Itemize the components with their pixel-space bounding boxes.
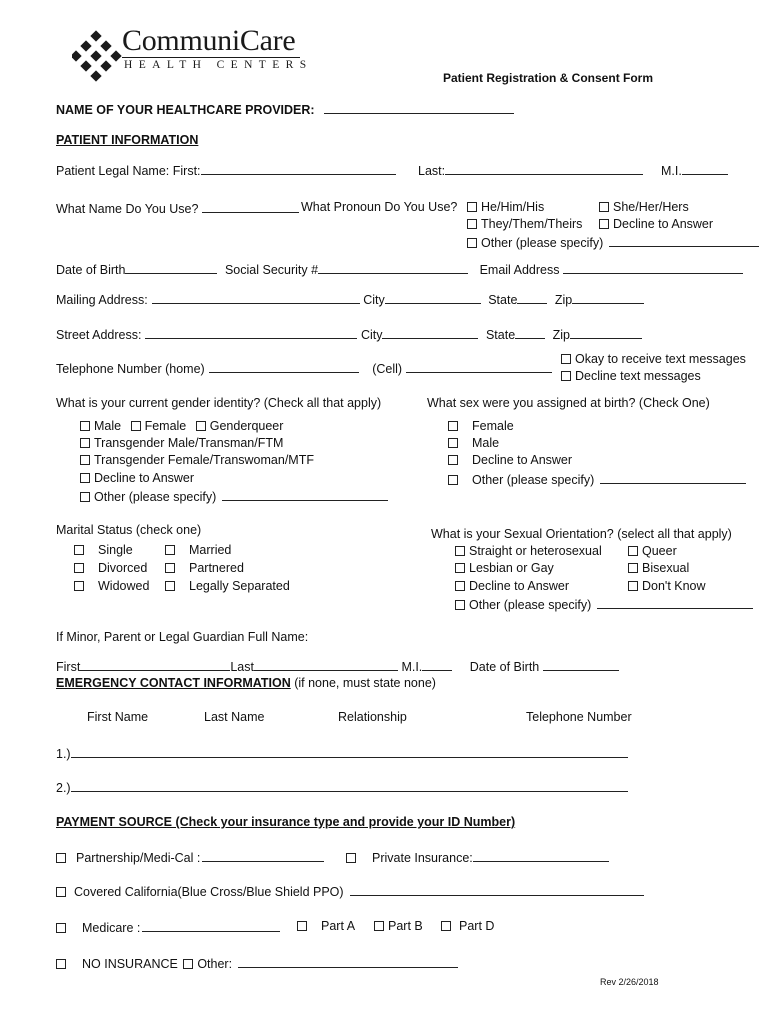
city-label: City — [363, 293, 385, 307]
mailing-label: Mailing Address: — [56, 293, 148, 307]
payment-medicare-label: Medicare : — [82, 921, 141, 935]
phone-cell-label: (Cell) — [372, 362, 403, 376]
checkbox-icon[interactable] — [183, 959, 193, 969]
pronoun-he-label: He/Him/His — [481, 200, 545, 214]
mailing-field[interactable] — [152, 291, 360, 304]
dob-row — [56, 261, 743, 277]
guardian-last-field[interactable] — [254, 658, 398, 671]
gender-female-label: Female — [144, 419, 187, 433]
marital-married[interactable] — [165, 543, 231, 557]
checkbox-icon[interactable] — [74, 563, 84, 573]
checkbox-icon[interactable] — [561, 371, 571, 381]
payment-heading: PAYMENT SOURCE (Check your insurance type and provide your ID Number) — [56, 815, 516, 829]
zip-label: Zip — [552, 328, 571, 342]
street-row — [56, 326, 642, 342]
mi-field[interactable] — [682, 162, 728, 175]
dob-field[interactable] — [125, 261, 217, 274]
state-label: State — [488, 293, 518, 307]
form-title: Patient Registration & Consent Form — [443, 71, 654, 85]
payment-part-b[interactable] — [374, 919, 423, 933]
logo-mark-icon — [72, 30, 122, 88]
checkbox-icon[interactable] — [467, 202, 477, 212]
checkbox-icon[interactable] — [628, 563, 638, 573]
checkbox-icon[interactable] — [196, 421, 206, 431]
emergency-col-last: Last Name — [204, 710, 265, 724]
sex-other[interactable] — [448, 471, 746, 487]
checkbox-icon[interactable] — [599, 219, 609, 229]
name-use-field[interactable] — [202, 200, 299, 213]
guardian-dob-label: Date of Birth — [469, 660, 540, 674]
orientation-dont-know[interactable] — [628, 579, 706, 593]
checkbox-icon[interactable] — [441, 921, 451, 931]
marital-divorced[interactable] — [74, 561, 147, 575]
orientation-straight[interactable] — [455, 544, 602, 558]
logo-name: CommuniCare — [122, 24, 296, 57]
guardian-mi-label: M.I. — [401, 660, 423, 674]
gender-other[interactable] — [80, 488, 388, 504]
payment-part-b-label: Part B — [388, 919, 423, 933]
orientation-bisexual[interactable] — [628, 561, 689, 575]
orientation-straight-label: Straight or heterosexual — [469, 544, 602, 558]
gender-genderqueer-label: Genderqueer — [209, 419, 284, 433]
checkbox-icon[interactable] — [80, 438, 90, 448]
street-label: Street Address: — [56, 328, 142, 342]
payment-other-field[interactable] — [238, 955, 458, 968]
name-use-row — [56, 200, 299, 216]
marital-widowed[interactable] — [74, 579, 149, 593]
marital-separated[interactable] — [165, 579, 290, 593]
payment-part-d[interactable] — [441, 919, 494, 933]
checkbox-icon[interactable] — [448, 475, 458, 485]
city-field[interactable] — [382, 326, 478, 339]
gender-decline[interactable] — [80, 471, 194, 485]
sex-female-label: Female — [472, 419, 514, 433]
gender-other-label: Other (please specify) — [94, 490, 217, 504]
emergency-col-relationship: Relationship — [338, 710, 407, 724]
first-name-field[interactable] — [201, 162, 396, 175]
sex-decline-label: Decline to Answer — [472, 453, 573, 467]
legal-name-row — [56, 162, 396, 178]
gender-question: What is your current gender identity? (Check all that apply) — [56, 396, 382, 410]
city-field[interactable] — [385, 291, 481, 304]
checkbox-icon[interactable] — [374, 921, 384, 931]
pronoun-other-label: Other (please specify) — [481, 236, 604, 250]
payment-covered[interactable] — [56, 883, 644, 899]
emergency-row-2-label: 2.) — [56, 781, 71, 795]
orientation-queer-label: Queer — [642, 544, 677, 558]
state-field[interactable] — [515, 326, 545, 339]
checkbox-icon[interactable] — [448, 438, 458, 448]
payment-medicare-field[interactable] — [142, 919, 280, 932]
city-label: City — [360, 328, 383, 342]
emergency-row-2 — [56, 779, 628, 795]
text-ok-label: Okay to receive text messages — [575, 352, 746, 366]
payment-private-field[interactable] — [473, 849, 609, 862]
payment-part-d-label: Part D — [459, 919, 495, 933]
emergency-row-1-field[interactable] — [71, 745, 628, 758]
phone-row — [56, 360, 552, 376]
marital-question: Marital Status (check one) — [56, 523, 202, 537]
checkbox-icon[interactable] — [131, 421, 141, 431]
mailing-row — [56, 291, 644, 307]
checkbox-icon[interactable] — [74, 545, 84, 555]
checkbox-icon[interactable] — [455, 563, 465, 573]
pronoun-other[interactable] — [467, 234, 759, 250]
emergency-row-1-label: 1.) — [56, 747, 71, 761]
sex-other-label: Other (please specify) — [472, 473, 595, 487]
pronoun-decline-label: Decline to Answer — [613, 217, 714, 231]
checkbox-icon[interactable] — [56, 959, 66, 969]
payment-part-a-label: Part A — [321, 919, 356, 933]
marital-partnered[interactable] — [165, 561, 244, 575]
payment-other-label: Other: — [197, 957, 233, 971]
gender-row1 — [80, 419, 283, 433]
sex-decline[interactable] — [448, 453, 572, 467]
guardian-label: If Minor, Parent or Legal Guardian Full Name: — [56, 630, 309, 644]
zip-field[interactable] — [570, 326, 642, 339]
checkbox-icon[interactable] — [74, 581, 84, 591]
checkbox-icon[interactable] — [165, 563, 175, 573]
checkbox-icon[interactable] — [297, 921, 307, 931]
orientation-other-field[interactable] — [597, 596, 753, 609]
sex-question: What sex were you assigned at birth? (Check One) — [427, 396, 710, 410]
guardian-mi-field[interactable] — [422, 658, 452, 671]
name-use-label: What Name Do You Use? — [56, 202, 199, 216]
guardian-last-label: Last — [230, 660, 254, 674]
guardian-dob-field[interactable] — [543, 658, 619, 671]
email-field[interactable] — [563, 261, 743, 274]
mi-row — [661, 162, 728, 178]
checkbox-icon[interactable] — [165, 581, 175, 591]
last-name-row — [418, 162, 643, 178]
marital-widowed-label: Widowed — [98, 579, 150, 593]
checkbox-icon[interactable] — [561, 354, 571, 364]
payment-medicare[interactable] — [56, 919, 280, 935]
payment-medical-field[interactable] — [202, 849, 324, 862]
dob-label: Date of Birth — [56, 263, 126, 277]
emergency-col-first: First Name — [87, 710, 149, 724]
provider-label — [56, 101, 514, 117]
logo-subtitle: HEALTH CENTERS — [124, 59, 313, 71]
orientation-dont-know-label: Don't Know — [642, 579, 706, 593]
text-ok[interactable] — [561, 352, 746, 366]
state-label: State — [485, 328, 516, 342]
checkbox-icon[interactable] — [80, 455, 90, 465]
pronoun-other-field[interactable] — [609, 234, 759, 247]
gender-trans-m[interactable] — [80, 436, 283, 450]
marital-single-label: Single — [98, 543, 133, 557]
pronoun-label: What Pronoun Do You Use? — [301, 200, 458, 214]
text-decline[interactable] — [561, 369, 701, 383]
street-field[interactable] — [145, 326, 357, 339]
provider-field[interactable] — [324, 101, 514, 114]
orientation-question: What is your Sexual Orientation? (select all that apply) — [431, 527, 732, 541]
marital-married-label: Married — [189, 543, 232, 557]
gender-trans-f[interactable] — [80, 453, 314, 467]
ssn-field[interactable] — [318, 261, 468, 274]
pronoun-he[interactable] — [467, 200, 544, 214]
emergency-row-1 — [56, 745, 628, 761]
gender-trans-m-label: Transgender Male/Transman/FTM — [94, 436, 284, 450]
guardian-first-field[interactable] — [80, 658, 230, 671]
checkbox-icon[interactable] — [599, 202, 609, 212]
orientation-queer[interactable] — [628, 544, 677, 558]
last-name-field[interactable] — [445, 162, 643, 175]
text-decline-label: Decline text messages — [575, 369, 701, 383]
zip-label: Zip — [554, 293, 573, 307]
phone-home-label: Telephone Number (home) — [56, 362, 205, 376]
payment-medical-label: Partnership/Medi-Cal : — [76, 851, 201, 865]
orientation-other-label: Other (please specify) — [469, 598, 592, 612]
gender-male-label: Male — [94, 419, 122, 433]
zip-field[interactable] — [572, 291, 644, 304]
ssn-label: Social Security # — [224, 263, 319, 277]
last-label: Last: — [418, 164, 446, 178]
provider-label-text: NAME OF YOUR HEALTHCARE PROVIDER: — [56, 103, 315, 117]
orientation-lesbian-label: Lesbian or Gay — [469, 561, 554, 575]
marital-single[interactable] — [74, 543, 133, 557]
checkbox-icon[interactable] — [346, 853, 356, 863]
pronoun-they-label: They/Them/Theirs — [481, 217, 583, 231]
checkbox-icon[interactable] — [80, 473, 90, 483]
checkbox-icon[interactable] — [80, 421, 90, 431]
payment-private-label: Private Insurance: — [372, 851, 473, 865]
checkbox-icon[interactable] — [628, 546, 638, 556]
payment-none-label: NO INSURANCE — [82, 957, 178, 971]
checkbox-icon[interactable] — [165, 545, 175, 555]
guardian-row — [56, 658, 619, 674]
emergency-note: (if none, must state none) — [294, 676, 436, 690]
orientation-decline-label: Decline to Answer — [469, 579, 570, 593]
payment-medical[interactable] — [56, 849, 324, 865]
checkbox-icon[interactable] — [448, 455, 458, 465]
pronoun-she[interactable] — [599, 200, 689, 214]
orientation-bisexual-label: Bisexual — [642, 561, 690, 575]
email-label: Email Address — [479, 263, 560, 277]
checkbox-icon[interactable] — [56, 887, 66, 897]
orientation-other[interactable] — [455, 596, 753, 612]
orientation-decline[interactable] — [455, 579, 569, 593]
checkbox-icon[interactable] — [467, 238, 477, 248]
pronoun-she-label: She/Her/Hers — [613, 200, 689, 214]
checkbox-icon[interactable] — [628, 581, 638, 591]
emergency-col-phone: Telephone Number — [526, 710, 632, 724]
checkbox-icon[interactable] — [448, 421, 458, 431]
payment-covered-label: Covered California(Blue Cross/Blue Shield PPO) — [74, 885, 344, 899]
checkbox-icon[interactable] — [80, 492, 90, 502]
pronoun-decline[interactable] — [599, 217, 713, 231]
gender-other-field[interactable] — [222, 488, 388, 501]
revision: Rev 2/26/2018 — [600, 977, 659, 987]
payment-part-a[interactable] — [297, 919, 355, 933]
first-label: First: — [172, 164, 201, 178]
payment-private[interactable] — [346, 849, 609, 865]
marital-separated-label: Legally Separated — [189, 579, 290, 593]
checkbox-icon[interactable] — [455, 546, 465, 556]
phone-cell-field[interactable] — [406, 360, 552, 373]
sex-other-field[interactable] — [600, 471, 746, 484]
payment-covered-field[interactable] — [350, 883, 644, 896]
patient-info-heading: PATIENT INFORMATION — [56, 133, 199, 147]
state-field[interactable] — [517, 291, 547, 304]
payment-none[interactable] — [56, 955, 458, 971]
sex-male[interactable] — [448, 436, 499, 450]
legal-name-label: Patient Legal Name: — [56, 164, 170, 178]
checkbox-icon[interactable] — [56, 853, 66, 863]
sex-female[interactable] — [448, 419, 514, 433]
sex-male-label: Male — [472, 436, 500, 450]
gender-trans-f-label: Transgender Female/Transwoman/MTF — [94, 453, 314, 467]
marital-partnered-label: Partnered — [189, 561, 244, 575]
phone-home-field[interactable] — [209, 360, 359, 373]
marital-divorced-label: Divorced — [98, 561, 148, 575]
checkbox-icon[interactable] — [56, 923, 66, 933]
orientation-lesbian[interactable] — [455, 561, 554, 575]
checkbox-icon[interactable] — [455, 581, 465, 591]
guardian-first-label: First — [56, 660, 81, 674]
gender-decline-label: Decline to Answer — [94, 471, 195, 485]
emergency-heading: EMERGENCY CONTACT INFORMATION — [56, 676, 291, 690]
mi-label: M.I. — [661, 164, 682, 178]
pronoun-they[interactable] — [467, 217, 582, 231]
checkbox-icon[interactable] — [455, 600, 465, 610]
checkbox-icon[interactable] — [467, 219, 477, 229]
emergency-heading-row — [56, 676, 436, 690]
emergency-row-2-field[interactable] — [71, 779, 628, 792]
